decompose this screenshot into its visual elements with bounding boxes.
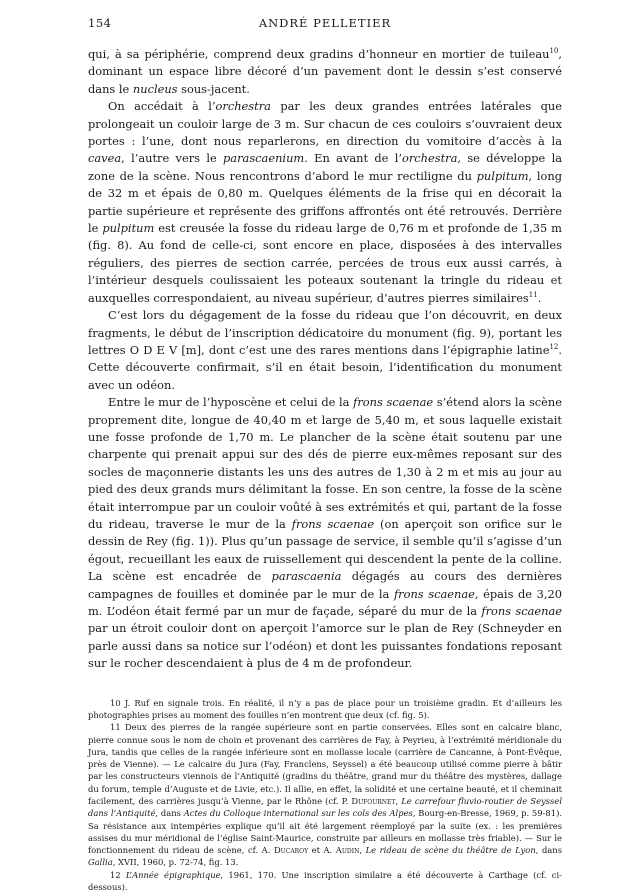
running-title: ANDRÉ PELLETIER [258,16,392,30]
text-run: , dominant un espace libre décoré d’un pavement dont le dessin s’est conservé dans le [88,47,562,96]
italic-term: frons scaenae [481,604,562,618]
text-run: , Bourg-en-Bresse, 1969, p. 59-81). Sa résistance aux intempéries explique qu’il ait été largement réemployé par la suite (ex. : les premières assises du mur méridional de l’église Saint-Maurice, construite par ailleurs en mollasse très friable). — Sur le fonctionnement du rideau de scène, cf. A. [88,808,563,856]
text-run: est creusée la fosse du rideau large de 0,76 m et profonde de 1,35 m (fig. 8). Au fond de celle-ci, sont encore en place, disposées à des intervalles réguliers, des pierres de section carrée, percées de trous eux aussi carrés, à l’intérieur desquels coulissaient les poteaux soutenant la tringle du rideau et auxquelles correspondaient, au niveau supérieur, d’autres pierres similaires [88,221,562,305]
body-text [88,46,562,673]
text-run: par un étroit couloir dont on aperçoit l’amorce sur le plan de Rey (Schneyder en parle aussi dans sa notice sur l’odéon) et dont les puissantes fondations reposant sur le rocher descendaient à plus de 4 m de profondeur. [88,621,562,671]
author-name: Dufournet [351,796,396,806]
text-run: , dans [155,808,184,819]
text-run: , long de 32 m et épais de 0,80 m. Quelques éléments de la frise qui en décorait la partie supérieure et représente des griffons affrontés ont été retrouvés. Derrière le [88,168,563,236]
text-run: 10 J. Ruf en signale trois. En réalité, il n’y a pas de place pour un troisième gradin. Et d’ailleurs les photographies prises au moment des fouilles n’en montrent que deux (cf. fig. 5). [88,697,562,720]
text-run: , épais de 3,20 m. L’odéon était fermé par un mur de façade, séparé du mur de la [88,586,563,618]
text-run: . En avant de l’ [304,151,402,166]
text-run: C’est lors du dégagement de la fosse du rideau que l’on découvrit, en deux fragments, le début de l’inscription dédicatoire du monument (fig. 9), portant les lettres O D E V [m], dont c’est une des rares mentions dans l’épigraphie latine [88,308,562,357]
text-run: , se développe la zone de la scène. Nous rencontrons d’abord le mur rectiligne du [88,151,562,183]
italic-term: Actes du Colloque international sur les cols des Alpes [183,808,413,819]
text-run: et A. [308,845,336,856]
italic-term: nucleus [132,81,178,96]
text-run: par les deux grandes entrées latérales que prolongeait un couloir large de 3 m. Sur chacun de ces couloirs s’ouvraient deux portes : l’une, dont nous reparlerons, en direction du vomitoire d’accès à la [88,99,563,149]
italic-term: orchestra [401,151,458,166]
footnote-ref: 11 [528,290,538,299]
text-run: On accédait à l’ [108,99,216,114]
author-name: Ducaroy [273,845,309,856]
italic-term: Gallia [88,857,113,868]
italic-term: frons scaenae [353,395,434,410]
footnote [88,697,562,722]
italic-term: pulpitum [102,221,155,236]
text-run: Entre le mur de l’hyposcène et celui de la [108,395,354,410]
paragraph [88,307,562,394]
text-run: dégagés au cours des dernières campagnes de fouilles et dominée par le mur de la [88,569,562,601]
document-page [88,16,562,893]
footnote [88,721,562,869]
italic-term: parascaenium [223,151,305,166]
text-run: (on aperçoit son orifice sur le dessin de Rey (fig. 1)). Plus qu’un passage de service, il semble qu’il s’agisse d’un égout, recueillant les eaux de ruissellement qui descendent la pente de la colline. La scène est encadrée de [88,516,562,584]
italic-term: orchestra [215,99,271,114]
text-run: sous-jacent. [177,81,250,96]
italic-term: Le rideau de scène du théâtre de Lyon [365,845,536,856]
italic-term: frons scaenae [393,586,475,601]
text-run: qui, à sa périphérie, comprend deux gradins d’honneur en mortier de tuileau [88,47,550,61]
text-run: , l’autre vers le [121,151,224,166]
footnote-ref: 10 [549,47,559,56]
text-run: , [359,845,366,856]
italic-term: frons scaenae [291,516,375,531]
italic-term: cavea [88,151,122,166]
italic-term: parascaenia [271,569,342,584]
italic-term: L’Année épigraphique [125,869,221,880]
text-run: , 1961, 170. Une inscription similaire a été découverte à Carthage (cf. ci-dessous). [88,869,563,893]
italic-term: pulpitum [476,168,529,183]
text-run: , [395,796,402,806]
footnotes [88,697,562,893]
paragraph [88,394,562,673]
paragraph [88,46,562,98]
page-number: 154 [88,16,112,30]
author-name: Audin [335,845,360,856]
text-run: . [537,290,542,305]
text-run: . Cette découverte confirmait, s’il en était besoin, l’identification du monument avec un odéon. [88,342,562,392]
text-run: 12 [110,869,126,880]
paragraph [88,98,562,307]
text-run: , dans [535,845,562,856]
footnote [88,869,562,893]
text-run: s’étend alors la scène proprement dite, longue de 40,40 m et large de 5,40 m, et sous laquelle existait une fosse profonde de 1,70 m. Le plancher de la scène était soutenu par une charpente qui prenait appui sur des dés de pierre eux-mêmes reposant sur des socles de maçonnerie distants les uns des autres de 1,30 à 2 m et mis au jour au pied des deux grands murs délimitant la fosse. En son centre, la fosse de la scène était interrompue par un couloir voûté à ses extrémités et qui, partant de la fosse du rideau, traverse le mur de la [88,395,563,531]
text-run: , XVII, 1960, p. 72-74, fig. 13. [112,857,239,868]
text-run: 11 Deux des pierres de la rangée supérieure sont en partie conservées. Elles sont en calcaire blanc, pierre connue sous le nom de choin et provenant des carrières de Fay, à Peyrieu, à l’extrémité méridionale du Jura, tandis que celles de la rangée inférieure sont en mollasse locale (carrière de Cancanne, à Pont-Évêque, près de Vienne). — Le calcaire du Jura (Fay, Franclens, Seyssel) a été beaucoup utilisé comme pierre à bâtir par les constructeurs viennois de l’Antiquité (gradins du théâtre, grand mur du théâtre des mystères, dallage du forum, temple d’Auguste et de Livie, etc.). Il allie, en effet, la solidité et une certaine beauté, et il cheminait facilement, des carrières jusqu’à Vienne, par le Rhône (cf. P. [88,722,562,806]
footnote-ref: 12 [549,343,559,352]
italic-term: Le carrefour fluvio-routier de Seyssel dans l’Antiquité [88,796,562,819]
page-header [88,16,562,36]
